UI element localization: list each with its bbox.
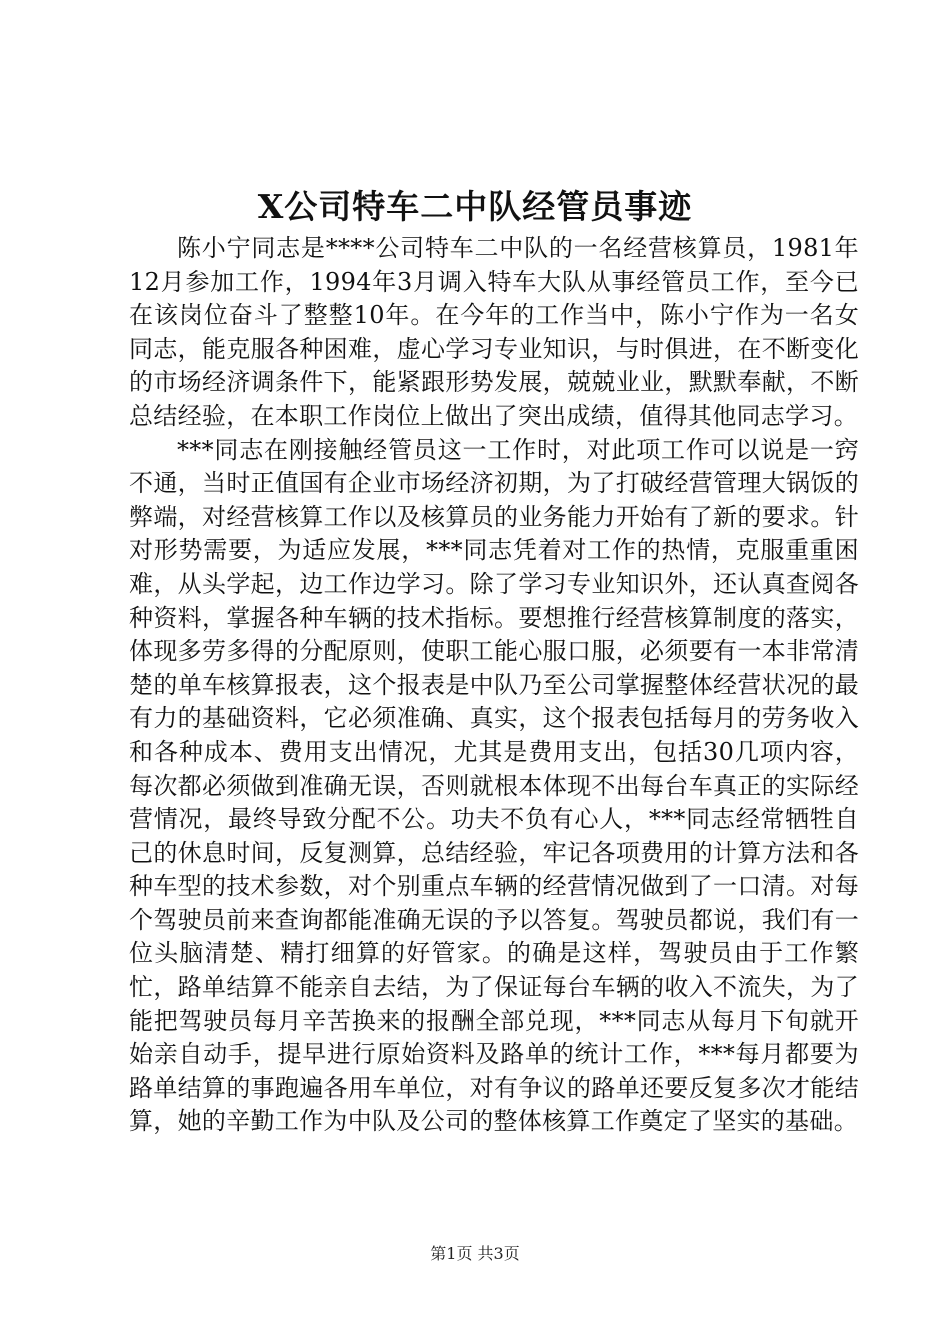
page-number-footer: 第1页 共3页 (430, 1244, 520, 1263)
paragraph-intro: 陈小宁同志是****公司特车二中队的一名经营核算员，1981年12月参加工作，1994年3月调入特车大队从事经管员工作，至今已在该岗位奋斗了整整10年。在今年的工作当中，陈小宁作为一名女同志，能克服各种困难，虚心学习专业知识，与时俱进，在不断变化的市场经济调条件下，能紧跟形势发展，兢兢业业，默默奉献，不断总结经验，在本职工作岗位上做出了突出成绩，值得其他同志学习。 (129, 234, 859, 430)
document-body (129, 232, 859, 1139)
paragraph-details: ***同志在刚接触经管员这一工作时，对此项工作可以说是一窍不通，当时正值国有企业市场经济初期，为了打破经营管理大锅饭的弊端，对经营核算工作以及核算员的业务能力开始有了新的要求。针对形势需要，为适应发展，***同志凭着对工作的热情，克服重重困难，从头学起，边工作边学习。除了学习专业知识外，还认真查阅各种资料，掌握各种车辆的技术指标。要想推行经营核算制度的落实，体现多劳多得的分配原则，使职工能心服口服，必须要有一本非常清楚的单车核算报表，这个报表是中队乃至公司掌握整体经营状况的最有力的基础资料，它必须准确、真实，这个报表包括每月的劳务收入和各种成本、费用支出情况，尤其是费用支出，包括30几项内容，每次都必须做到准确无误，否则就根本体现不出每台车真正的实际经营情况，最终导致分配不公。功夫不负有心人，***同志经常牺牲自己的休息时间，反复测算，总结经验，牢记各项费用的计算方法和各种车型的技术参数，对个别重点车辆的经营情况做到了一口清。对每个驾驶员前来查询都能准确无误的予以答复。驾驶员都说，我们有一位头脑清楚、精打细算的好管家。的确是这样，驾驶员由于工作繁忙，路单结算不能亲自去结，为了保证每台车辆的收入不流失，为了能把驾驶员每月辛苦换来的报酬全部兑现，***同志从每月下旬就开始亲自动手，提早进行原始资料及路单的统计工作，***每月都要为路单结算的事跑遍各用车单位，对有争议的路单还要反复多次才能结算，她的辛勤工作为中队及公司的整体核算工作奠定了坚实的基础。 (129, 435, 859, 1136)
document-title: X公司特车二中队经管员事迹 (257, 187, 693, 226)
